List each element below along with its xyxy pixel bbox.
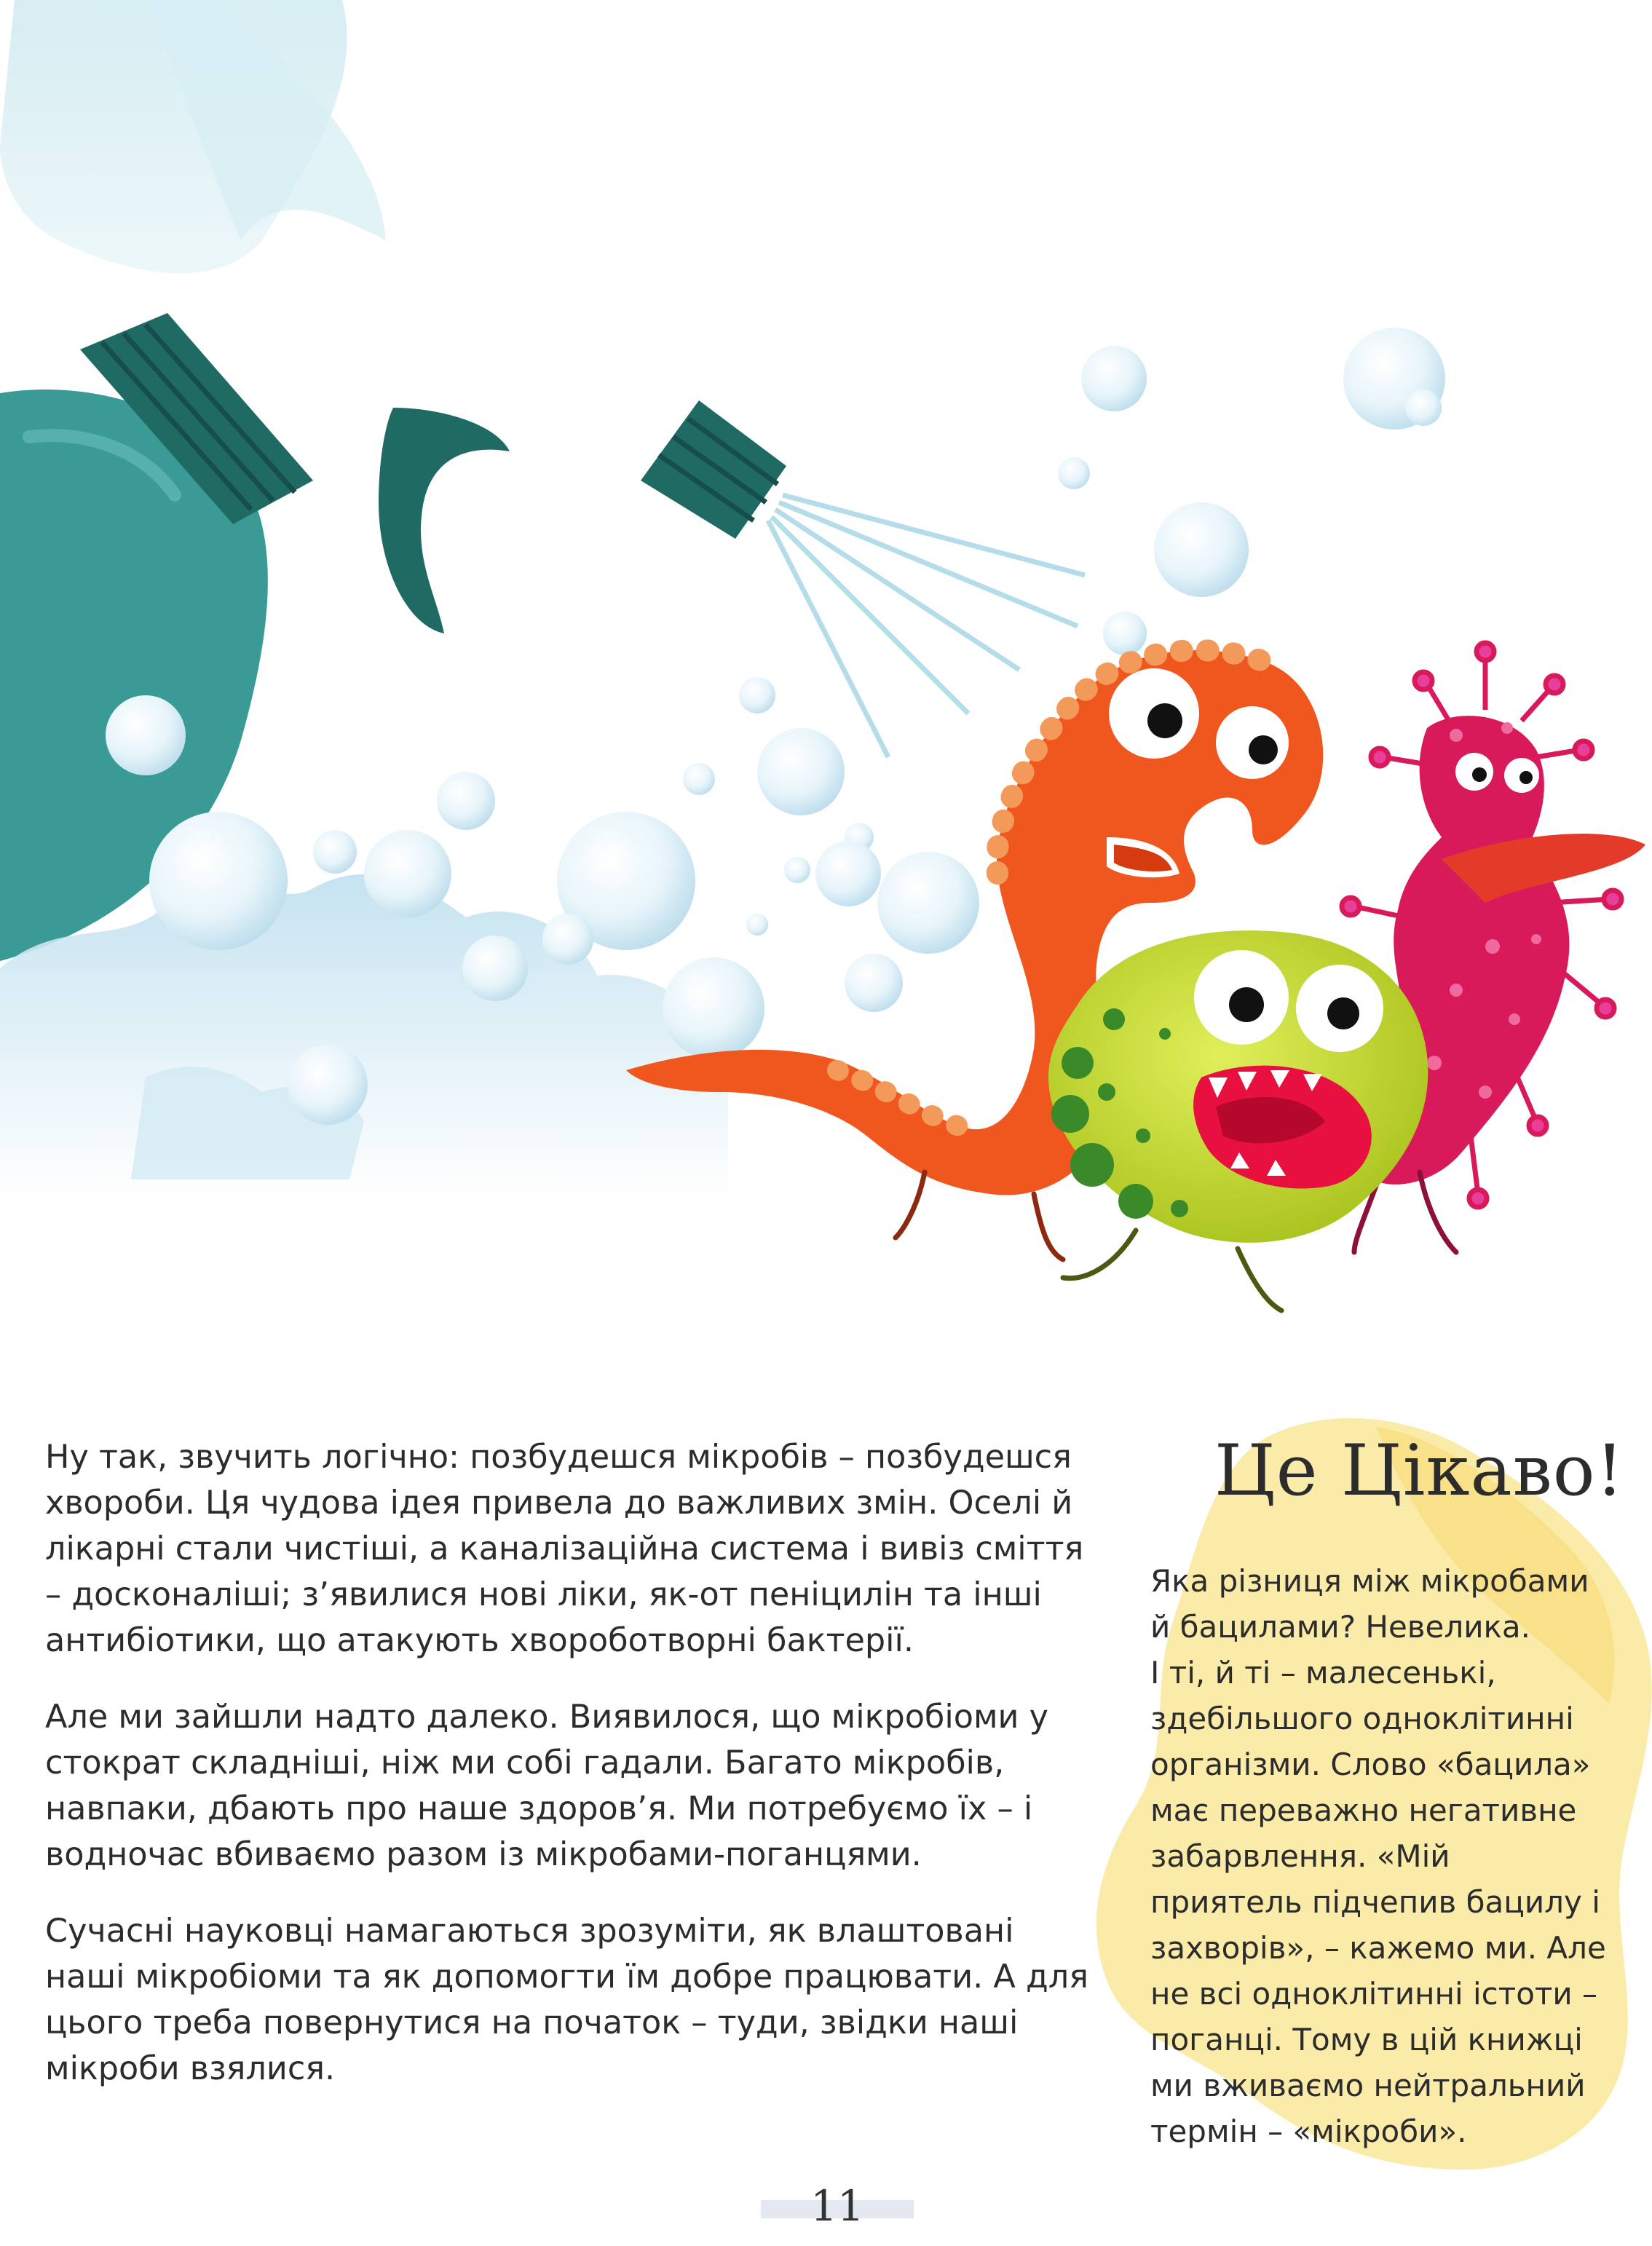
- aside-line: й бацилами? Невелика.: [1150, 1609, 1530, 1645]
- aside-line: здебільшого одноклітинні: [1150, 1701, 1574, 1736]
- page-number: 11: [810, 2181, 864, 2231]
- aside-line: приятель підчепив бацилу і: [1150, 1884, 1600, 1920]
- green-microbe: [1048, 930, 1428, 1310]
- main-text: [45, 1434, 1101, 2122]
- spray-mist: [768, 495, 1085, 757]
- spray-trigger: [379, 408, 510, 633]
- aside-title: Це Цікаво!: [1214, 1430, 1625, 1511]
- aside-line: І ті, й ті – малесенькі,: [1150, 1655, 1496, 1691]
- aside-text: [1150, 1558, 1645, 2154]
- paragraph: Але ми зайшли надто далеко. Виявилося, що мікробіоми у стократ складніші, ніж ми собі гадали. Багато мікробів, навпаки, дбають про наше здоров’я. Ми потребуємо їх – і водночас вбиваємо разом із мікробами-поганцями.: [45, 1699, 1048, 1873]
- spray-nozzle: [641, 400, 786, 539]
- aside-line: не всі одноклітинні істоти –: [1150, 1976, 1598, 2012]
- aside-line: ми вживаємо нейтральний: [1150, 2068, 1586, 2103]
- paragraph: Ну так, звучить логічно: позбудешся мікробів – позбудешся хвороби. Ця чудова ідея привела до важливих змін. Оселі й лікарні стали чистіші, а каналізаційна система і вивіз сміття – досконаліші; з’явилися нові ліки, як-от пеніцилін та інші антибіотики, що атакують хвороботворні бактерії.: [45, 1439, 1084, 1659]
- aside-line: поганці. Тому в цій книжці: [1150, 2022, 1583, 2057]
- aside-line: забарвлення. «Мій: [1150, 1838, 1450, 1874]
- aside-line: організми. Слово «бацила»: [1150, 1747, 1591, 1782]
- paragraph: Сучасні науковці намагаються зрозуміти, як влаштовані наші мікробіоми та як допомогти їм добре працювати. А для цього треба повернутися на початок – туди, звідки наші мікроби взялися.: [45, 1913, 1088, 2087]
- aside-line: термін – «мікроби».: [1150, 2113, 1467, 2149]
- aside-line: захворів», – кажемо ми. Але: [1150, 1930, 1606, 1966]
- aside-line: має переважно негативне: [1150, 1792, 1577, 1828]
- aside-line: Яка різниця між мікробами: [1150, 1563, 1589, 1599]
